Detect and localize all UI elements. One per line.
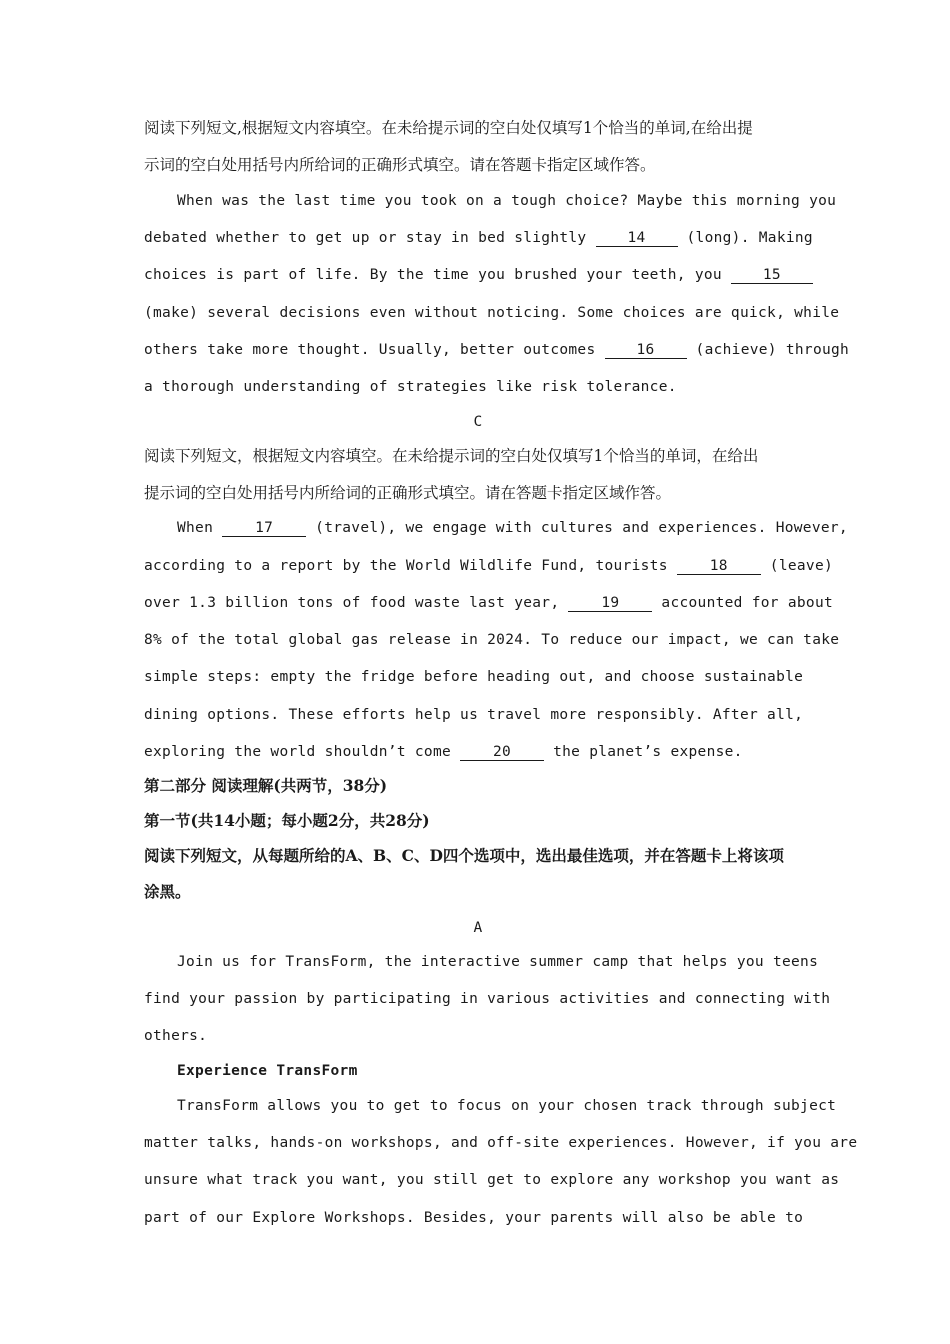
- passage-text: choices is part of life. By the time you brushed your teeth, you: [144, 267, 731, 283]
- passage-a-subheading: Experience TransForm: [177, 1063, 358, 1079]
- section-c-passage-line-4: 8% of the total global gas release in 2024. To reduce our impact, we can take: [144, 632, 840, 648]
- section-c-instruction-line-2: 提示词的空白处用括号内所给词的正确形式填空。请在答题卡指定区域作答。: [144, 484, 672, 502]
- section-b-passage-line-1: When was the last time you took on a tough choice? Maybe this morning you: [177, 193, 837, 209]
- section-c-passage-line-3: [144, 593, 834, 613]
- section-b-passage-line-2: [144, 228, 812, 248]
- blank-19: 19: [568, 595, 652, 612]
- passage-text: others take more thought. Usually, better outcomes: [144, 342, 605, 358]
- passage-text: (achieve) through: [686, 342, 850, 358]
- passage-text: the planet’s expense.: [544, 744, 743, 760]
- passage-text: (travel), we engage with cultures and experiences. However,: [306, 520, 848, 536]
- passage-a-p1-line-1: Join us for TransForm, the interactive summer camp that helps you teens: [177, 954, 819, 970]
- blank-18: 18: [677, 558, 761, 575]
- section-c-passage-line-6: dining options. These efforts help us travel more responsibly. After all,: [144, 707, 804, 723]
- passage-text: (long). Making: [677, 230, 813, 246]
- section-b-passage-line-4: (make) several decisions even without noticing. Some choices are quick, while: [144, 305, 840, 321]
- section-b-passage-line-5: [144, 340, 850, 360]
- part-two-instruction-line-1: 阅读下列短文，从每题所给的A、B、C、D四个选项中，选出最佳选项，并在答题卡上将该项: [144, 846, 784, 865]
- passage-a-p2-line-2: matter talks, hands-on workshops, and off-site experiences. However, if you are: [144, 1135, 858, 1151]
- blank-20: 20: [460, 744, 544, 761]
- passage-a-p2-line-1: TransForm allows you to get to focus on your chosen track through subject: [177, 1098, 837, 1114]
- part-two-instruction-line-2: 涂黑。: [144, 882, 191, 901]
- passage-text: debated whether to get up or stay in bed slightly: [144, 230, 596, 246]
- section-c-passage-line-2: [144, 556, 834, 576]
- section-c-passage-line-1: [144, 518, 848, 538]
- blank-15: 15: [731, 267, 813, 284]
- passage-a-heading: A: [473, 920, 483, 936]
- passage-text: When: [177, 520, 223, 536]
- blank-17: 17: [222, 520, 306, 537]
- passage-a-p1-line-2: find your passion by participating in various activities and connecting with: [144, 991, 831, 1007]
- section-b-passage-line-3: [144, 265, 812, 285]
- section-c-instruction-line-1: 阅读下列短文，根据短文内容填空。在未给提示词的空白处仅填写1个恰当的单词，在给出: [144, 447, 759, 465]
- section-b-instruction-line-2: 示词的空白处用括号内所给词的正确形式填空。请在答题卡指定区域作答。: [144, 156, 656, 174]
- blank-14: 14: [596, 230, 678, 247]
- passage-a-p1-line-3: others.: [144, 1028, 208, 1044]
- passage-a-p2-line-4: part of our Explore Workshops. Besides, your parents will also be able to: [144, 1210, 804, 1226]
- section-c-passage-line-5: simple steps: empty the fridge before heading out, and choose sustainable: [144, 669, 804, 685]
- part-two-title: 第二部分 阅读理解(共两节，38分): [144, 776, 388, 795]
- passage-text: (leave): [760, 558, 834, 574]
- section-c-passage-line-7: [144, 742, 812, 762]
- passage-text: exploring the world shouldn’t come: [144, 744, 461, 760]
- section-c-heading: C: [473, 414, 483, 430]
- section-b-passage-line-6: a thorough understanding of strategies like risk tolerance.: [144, 379, 677, 395]
- passage-text: according to a report by the World Wildlife Fund, tourists: [144, 558, 677, 574]
- part-two-section-one: 第一节(共14小题；每小题2分，共28分): [144, 811, 430, 830]
- section-b-instruction-line-1: 阅读下列短文,根据短文内容填空。在未给提示词的空白处仅填写1个恰当的单词,在给出提: [144, 119, 753, 137]
- passage-a-p2-line-3: unsure what track you want, you still get to explore any workshop you want as: [144, 1172, 840, 1188]
- passage-text: over 1.3 billion tons of food waste last year,: [144, 595, 569, 611]
- blank-16: 16: [605, 342, 687, 359]
- passage-text: accounted for about: [652, 595, 834, 611]
